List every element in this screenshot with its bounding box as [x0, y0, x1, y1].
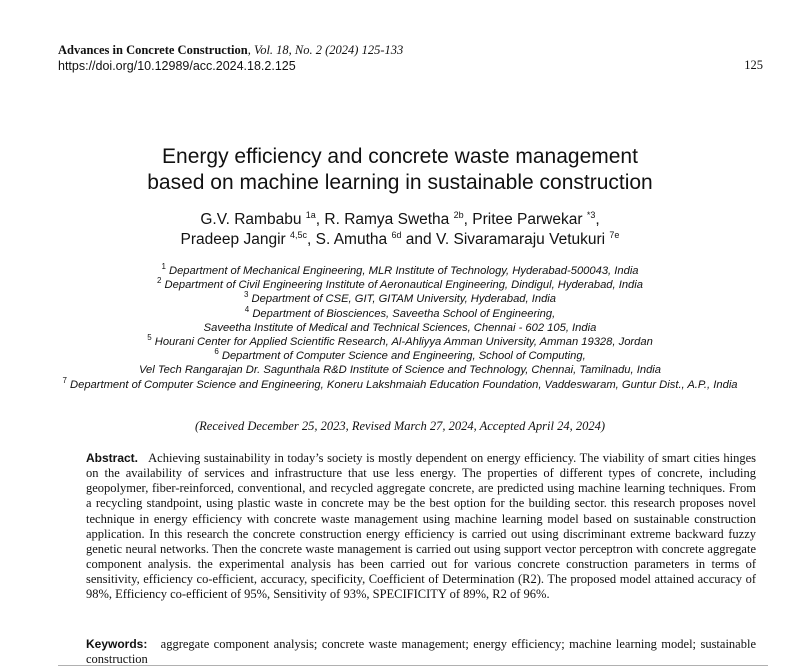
title-line-1: Energy efficiency and concrete waste management — [162, 145, 638, 168]
author-separator: , — [463, 211, 473, 228]
author-name: R. Ramya Swetha — [324, 211, 454, 228]
journal-name: Advances in Concrete Construction — [58, 43, 248, 57]
author-affiliation-mark: 6d — [391, 230, 402, 240]
affiliation-line — [0, 335, 800, 349]
affiliation-number: 6 — [214, 347, 219, 357]
author-line-2 — [0, 230, 800, 250]
author-separator: and — [401, 231, 436, 248]
abstract-label: Abstract. — [86, 451, 139, 465]
affiliation-line — [0, 278, 800, 292]
affiliation-text: Department of Civil Engineering Institute of Aeronautical Engineering, Dindigul, Hyderabad, India — [164, 279, 643, 292]
journal-citation — [58, 42, 763, 58]
author-name: Pritee Parwekar — [472, 211, 587, 228]
affiliation-text: Department of Mechanical Engineering, MLR Institute of Technology, Hyderabad-500043, India — [169, 265, 639, 277]
abstract-text: Achieving sustainability in today’s society is mostly dependent on energy efficiency. The viability of smart cities hinges on the availability of services and infrastructure that use less energy. The properties of different types of concrete, including geopolymer, fiber-reinforced, conventional, and recycled aggregate concrete, are predicted using machine learning techniques. From a recycling standpoint, using plastic waste in concrete may be the best option for the building sector. this research proposes novel technique in energy efficiency with concrete waste management using machine learning model based on sustainable construction application. In this research the concrete construction energy efficiency is carried out using discriminant extreme backward fuzzy genetic neural networks. Then the concrete waste management is carried out using support vector perceptron with concrete aggregate component analysis. the experimental analysis has been carried out for various concrete construction parameters in terms of sensitivity, efficiency co-efficient, accuracy, specificity, Coefficient of Determination (R2). The proposed model attained accuracy of 98%, Efficiency co-efficient of 95%, Sensitivity of 93%, SPECIFICITY of 89%, R2 of 96%. — [86, 451, 756, 602]
affiliation-line — [0, 304, 800, 321]
affiliation-text: Vel Tech Rangarajan Dr. Sagunthala R&D Institute of Science and Technology, Chennai, Tamilnadu, India — [139, 364, 661, 377]
author-name: V. Sivaramaraju Vetukuri — [435, 231, 610, 248]
affiliation-text: Hourani Center for Applied Scientific Research, Al-Ahliyya Amman University, Amman 19328, Jordan — [154, 336, 653, 349]
affiliation-line — [0, 264, 800, 278]
affiliation-list — [0, 264, 800, 392]
author-affiliation-mark: 7e — [609, 230, 620, 240]
author-name: G.V. Rambabu — [200, 211, 306, 228]
footer-divider — [58, 665, 768, 666]
author-separator: , — [307, 231, 316, 248]
keywords-label: Keywords: — [86, 637, 148, 651]
paper-title — [0, 144, 800, 196]
received-dates: (Received December 25, 2023, Revised March 27, 2024, Accepted April 24, 2024) — [194, 419, 606, 433]
author-affiliation-mark: 2b — [453, 210, 464, 220]
abstract — [86, 451, 756, 603]
affiliation-number: 5 — [147, 333, 152, 343]
keywords — [86, 637, 756, 667]
doi-link[interactable]: https://doi.org/10.12989/acc.2024.18.2.125 — [58, 59, 296, 73]
author-list — [0, 210, 800, 250]
affiliation-text: Department of CSE, GIT, GITAM University, Hyderabad, India — [251, 293, 556, 306]
page-number: 125 — [744, 58, 763, 72]
page-header — [58, 42, 763, 74]
author-name: S. Amutha — [315, 231, 392, 248]
affiliation-line — [0, 363, 800, 377]
affiliation-text: Department of Biosciences, Saveetha School of Engineering, — [252, 307, 556, 320]
affiliation-number: 3 — [243, 290, 249, 300]
affiliation-line — [0, 292, 800, 306]
author-name: Pradeep Jangir — [180, 231, 290, 248]
affiliation-text: Saveetha Institute of Medical and Technical Sciences, Chennai - 602 105, India — [203, 321, 597, 334]
affiliation-number: 1 — [161, 262, 166, 271]
affiliation-text: Department of Computer Science and Engineering, Koneru Lakshmaiah Education Foundation, Vaddeswaram, Guntur Dist., A.P., India — [70, 378, 738, 391]
affiliation-line — [0, 375, 800, 392]
author-line-1 — [0, 210, 800, 230]
title-line-2: based on machine learning in sustainable construction — [147, 171, 653, 194]
affiliation-number: 7 — [62, 375, 67, 385]
affiliation-number: 4 — [244, 304, 250, 314]
keywords-text: aggregate component analysis; concrete waste management; energy efficiency; machine learning model; sustainable construction — [86, 637, 756, 666]
affiliation-line — [0, 349, 800, 363]
author-separator: , — [315, 211, 325, 228]
author-affiliation-mark: *3 — [586, 210, 596, 220]
author-separator: , — [595, 211, 600, 228]
affiliation-number: 2 — [156, 276, 162, 286]
affiliation-line — [0, 321, 800, 335]
author-affiliation-mark: 4,5c — [289, 230, 307, 240]
author-affiliation-mark: 1a — [305, 210, 316, 220]
journal-volume-info: , Vol. 18, No. 2 (2024) 125-133 — [247, 43, 404, 57]
affiliation-text: Department of Computer Science and Engineering, School of Computing, — [221, 350, 586, 363]
